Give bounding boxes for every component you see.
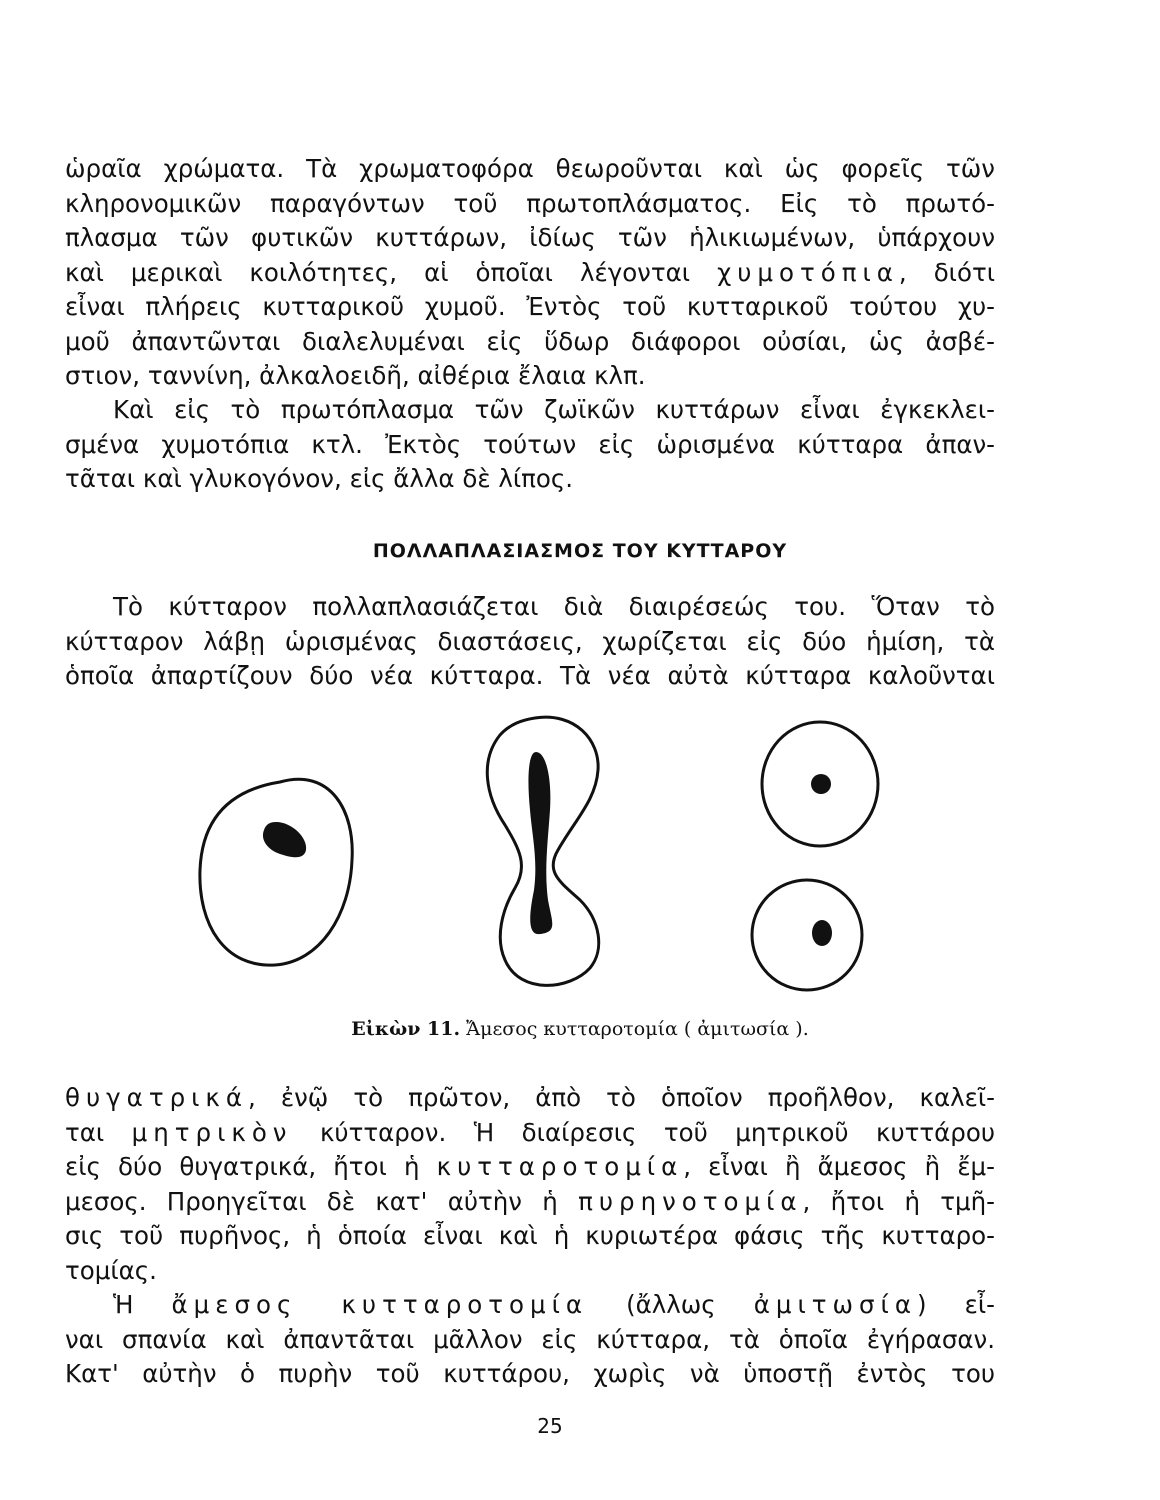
text-fragment: ) εἶ- — [917, 1290, 995, 1319]
dividing-nucleus — [528, 752, 552, 934]
paragraph-4 — [65, 1081, 995, 1288]
text-line: στιον, ταννίνη, ἀλκαλοειδῆ, αἰθέρια ἔλαια κλπ. — [65, 361, 646, 390]
section-heading: ΠΟΛΛΑΠΛΑΣΙΑΣΜΟΣ ΤΟΥ ΚΥΤΤΑΡΟΥ — [372, 540, 788, 562]
mother-cell-outline — [200, 779, 352, 965]
text-line — [65, 1116, 995, 1151]
daughter-cell-bottom-outline — [752, 880, 862, 990]
text-line: εἶναι πλήρεις κυτταρικοῦ χυμοῦ. Ἐντὸς τοῦ κυτταρικοῦ τούτου χυ- — [65, 292, 995, 321]
text-line: ὡραῖα χρώματα. Τὰ χρωματοφόρα θεωροῦνται καὶ ὡς φορεῖς τῶν — [65, 154, 995, 183]
text-line: τᾶται καὶ γλυκογόνον, εἰς ἄλλα δὲ λίπος. — [65, 464, 574, 493]
text-fragment: , ἤτοι ἡ τμῆ- — [802, 1186, 995, 1216]
text-line: σις τοῦ πυρῆνος, ἡ ὁποία εἶναι καὶ ἡ κυριωτέρα φάσις τῆς κυτταρο- — [65, 1221, 995, 1250]
text-line: Κατ' αὐτὴν ὁ πυρὴν τοῦ κυττάρου, χωρὶς νὰ ὑποστῇ ἐντὸς του — [65, 1359, 995, 1388]
text-line: Τὸ κύτταρον πολλαπλασιάζεται διὰ διαιρέσεώς του. Ὅταν τὸ — [113, 592, 995, 621]
page-number: 25 — [537, 1414, 563, 1438]
spaced-term: κυτταροτομία — [436, 1152, 684, 1181]
text-fragment: Ἡ — [113, 1290, 172, 1319]
text-fragment: μεσος. Προηγεῖται δὲ κατ' αὐτὴν ἡ — [65, 1186, 579, 1216]
figure-caption-text: Ἄμεσος κυτταροτομία ( ἀμιτωσία ). — [466, 1018, 809, 1040]
paragraph-1 — [65, 152, 995, 394]
spaced-term: ἀμιτωσία — [753, 1290, 917, 1319]
text-line: σμένα χυμοτόπια κτλ. Ἐκτὸς τούτων εἰς ὡρισμένα κύτταρα ἀπαν- — [65, 429, 995, 459]
spaced-term: θυγατρικά — [65, 1083, 248, 1112]
text-fragment: εἰς δύο θυγατρικά, ἤτοι ἡ — [65, 1152, 437, 1181]
daughter-cell-bottom-nucleus — [812, 920, 832, 946]
text-line — [65, 1288, 995, 1323]
paragraph-5 — [65, 1288, 995, 1392]
mother-cell-nucleus — [263, 822, 306, 857]
text-fragment: , ἐνῷ τὸ πρῶτον, ἀπὸ τὸ ὁποῖον προῆλθον, καλεῖ- — [248, 1083, 995, 1112]
daughter-cell-top-nucleus — [811, 774, 831, 794]
text-line: κληρονομικῶν παραγόντων τοῦ πρωτοπλάσματος. Εἰς τὸ πρωτό- — [65, 188, 995, 218]
spaced-term: πυρηνοτομία — [578, 1186, 803, 1216]
text-line: κύτταρον λάβῃ ὡρισμένας διαστάσεις, χωρίζεται εἰς δύο ἡμίση, τὰ — [65, 626, 995, 656]
text-line: τομίας. — [65, 1255, 157, 1285]
text-line: Καὶ εἰς τὸ πρωτόπλασμα τῶν ζωϊκῶν κυττάρων εἶναι ἐγκεκλει- — [113, 395, 995, 424]
text-line — [65, 1185, 995, 1220]
figure-caption — [0, 1018, 1160, 1040]
text-fragment: κύτταρον. Ἡ διαίρεσις τοῦ μητρικοῦ κυττάρου — [292, 1117, 995, 1147]
text-line: πλασμα τῶν φυτικῶν κυττάρων, ἰδίως τῶν ἡλικιωμένων, ὑπάρχουν — [65, 223, 995, 252]
text-fragment: (ἄλλως — [588, 1290, 754, 1319]
text-line: μοῦ ἀπαντῶνται διαλελυμέναι εἰς ὕδωρ διάφοροι οὐσίαι, ὡς ἀσβέ- — [65, 326, 995, 356]
text-fragment: καὶ μερικαὶ κοιλότητες, αἱ ὁποῖαι λέγονται — [65, 257, 718, 287]
text-line — [65, 1150, 995, 1185]
paragraph-3 — [65, 590, 995, 694]
spaced-term: μητρικὸν — [131, 1117, 293, 1147]
paragraph-2 — [65, 393, 995, 497]
text-line: ὁποῖα ἀπαρτίζουν δύο νέα κύτταρα. Τὰ νέα αὐτὰ κύτταρα καλοῦνται — [65, 661, 995, 690]
figure-label: Εἰκὼν 11. — [351, 1018, 461, 1040]
spaced-term: ἄμεσος κυτταροτομία — [171, 1290, 589, 1319]
text-fragment: , διότι — [898, 257, 995, 287]
text-fragment: , εἶναι ἢ ἄμεσος ἢ ἔμ- — [683, 1152, 995, 1181]
text-line — [65, 256, 995, 291]
text-line — [65, 1081, 995, 1116]
text-line: ναι σπανία καὶ ἀπαντᾶται μᾶλλον εἰς κύτταρα, τὰ ὁποῖα ἐγήρασαν. — [65, 1324, 995, 1354]
text-fragment: ται — [65, 1117, 132, 1147]
cell-division-figure — [180, 700, 900, 1020]
spaced-term: χυμοτόπια — [717, 257, 899, 287]
